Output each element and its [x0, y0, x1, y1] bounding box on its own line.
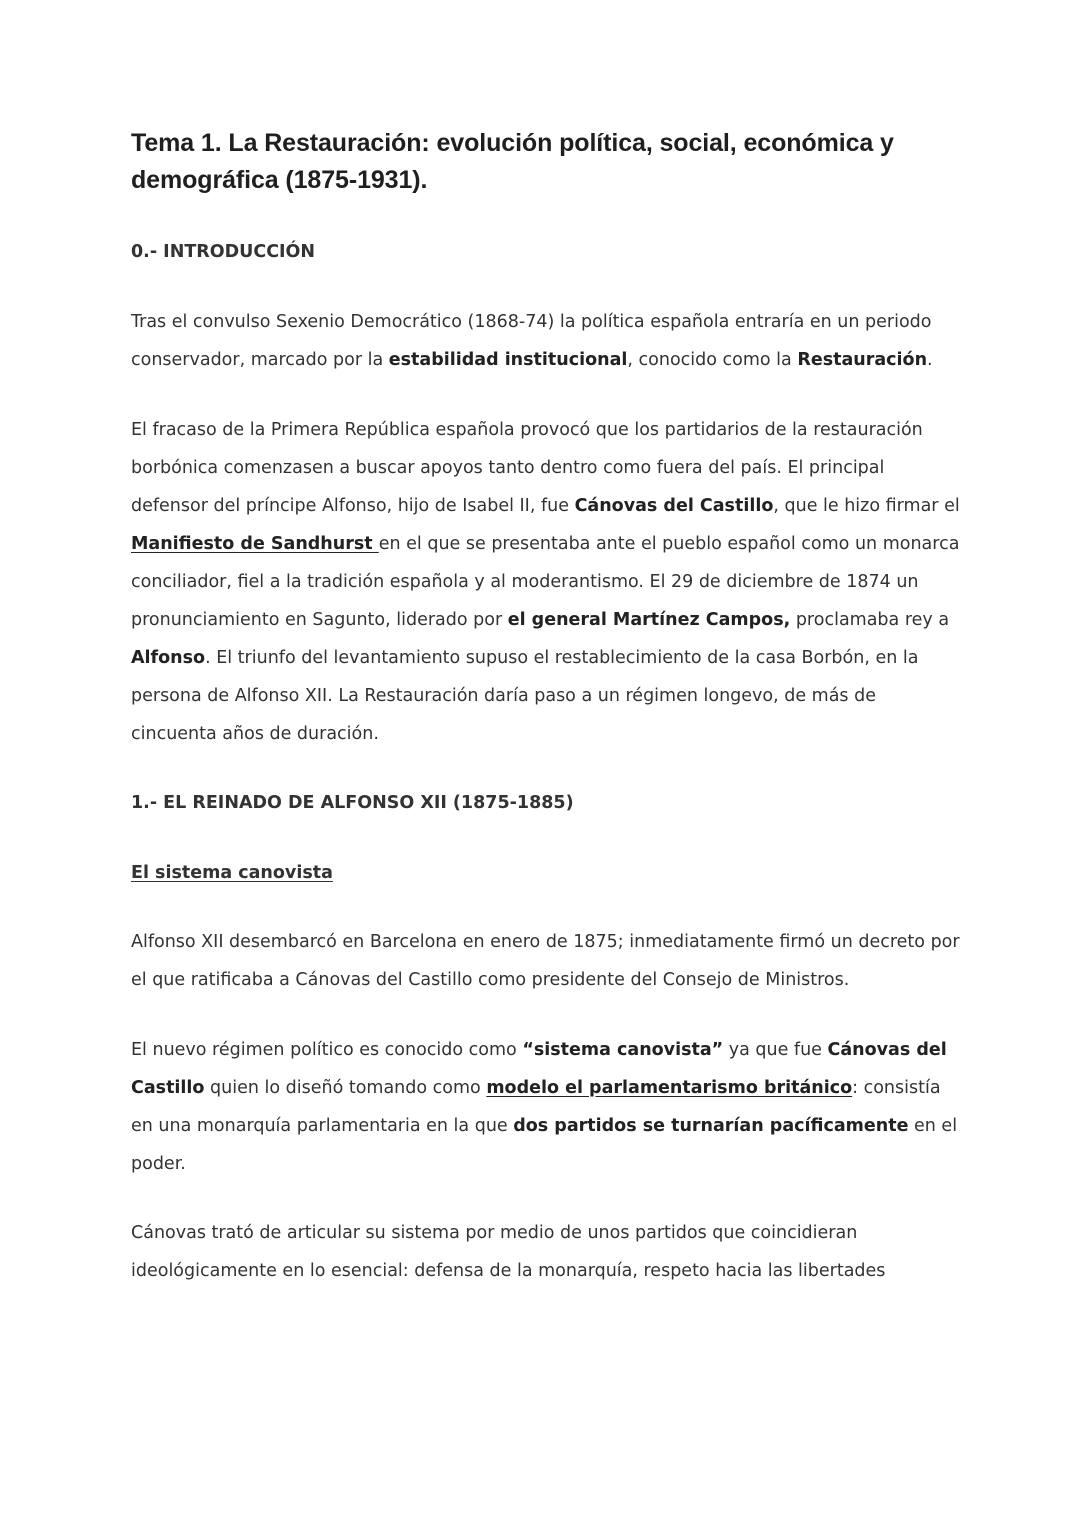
document-title: Tema 1. La Restauración: evolución política, social, económica y demográfica (1875-1931). — [131, 129, 894, 194]
bold-term: “sistema canovista” — [522, 1040, 724, 1060]
bold-term: Alfonso — [131, 648, 206, 668]
text-run: quien lo diseñó tomando como — [204, 1078, 487, 1098]
paragraph-articular-sistema: Cánovas trató de articular su sistema por medio de unos partidos que coincidieran ideológicamente en lo esencial: defensa de la monarquía, respeto hacia las libertades — [131, 1223, 886, 1281]
paragraph-intro — [131, 303, 961, 379]
text-run: , conocido como la — [627, 350, 798, 370]
text-run: : consistía en una monarquía parlamentaria en la que — [131, 1078, 941, 1136]
text-run: . — [927, 350, 933, 370]
subheading-sistema-canovista: El sistema canovista — [131, 863, 333, 883]
bold-term: Restauración — [797, 350, 928, 370]
text-run: Tras el convulso Sexenio Democrático (1868-74) la política española entraría en un periodo conservador, marcado por la — [131, 312, 932, 370]
bold-term: Cánovas del Castillo — [131, 1040, 947, 1098]
text-run: . El triunfo del levantamiento supuso el restablecimiento de la casa Borbón, en la persona de Alfonso XII. La Restauración daría paso a un régimen longevo, de más de cincuenta años de duración. — [131, 648, 919, 744]
text-run: en el poder. — [131, 1116, 958, 1174]
underlined-term: Manifiesto de Sandhurst — [131, 534, 379, 554]
underlined-term: modelo el parlamentarismo británico — [486, 1078, 853, 1098]
text-run: El fracaso de la Primera República española provocó que los partidarios de la restauración borbónica comenzasen a buscar apoyos tanto dentro como fuera del país. El principal defensor del príncipe Alfonso, hijo de Isabel II, fue — [131, 420, 923, 516]
text-run: El nuevo régimen político es conocido como — [131, 1040, 523, 1060]
paragraph-fracaso — [131, 411, 961, 753]
bold-term: el general Martínez Campos, — [507, 610, 791, 630]
text-run: en el que se presentaba ante el pueblo español como un monarca conciliador, fiel a la tradición española y al moderantismo. El 29 de diciembre de 1874 un pronunciamiento en Sagunto, liderado por — [131, 534, 960, 630]
bold-term: Cánovas del Castillo — [574, 496, 774, 516]
document-page — [131, 125, 961, 1290]
bold-term: dos partidos se turnarían pacíficamente — [513, 1116, 909, 1136]
section-heading-alfonso-xii: 1.- EL REINADO DE ALFONSO XII (1875-1885) — [131, 793, 574, 813]
bold-term: estabilidad institucional — [388, 350, 628, 370]
paragraph-desembarco: Alfonso XII desembarcó en Barcelona en enero de 1875; inmediatamente firmó un decreto por el que ratificaba a Cánovas del Castillo como presidente del Consejo de Ministros. — [131, 932, 960, 990]
paragraph-nuevo-regimen — [131, 1031, 961, 1183]
text-run: ya que fue — [723, 1040, 828, 1060]
text-run: , que le hizo firmar el — [773, 496, 960, 516]
section-heading-introduccion: 0.- INTRODUCCIÓN — [131, 242, 316, 262]
text-run: proclamaba rey a — [790, 610, 950, 630]
